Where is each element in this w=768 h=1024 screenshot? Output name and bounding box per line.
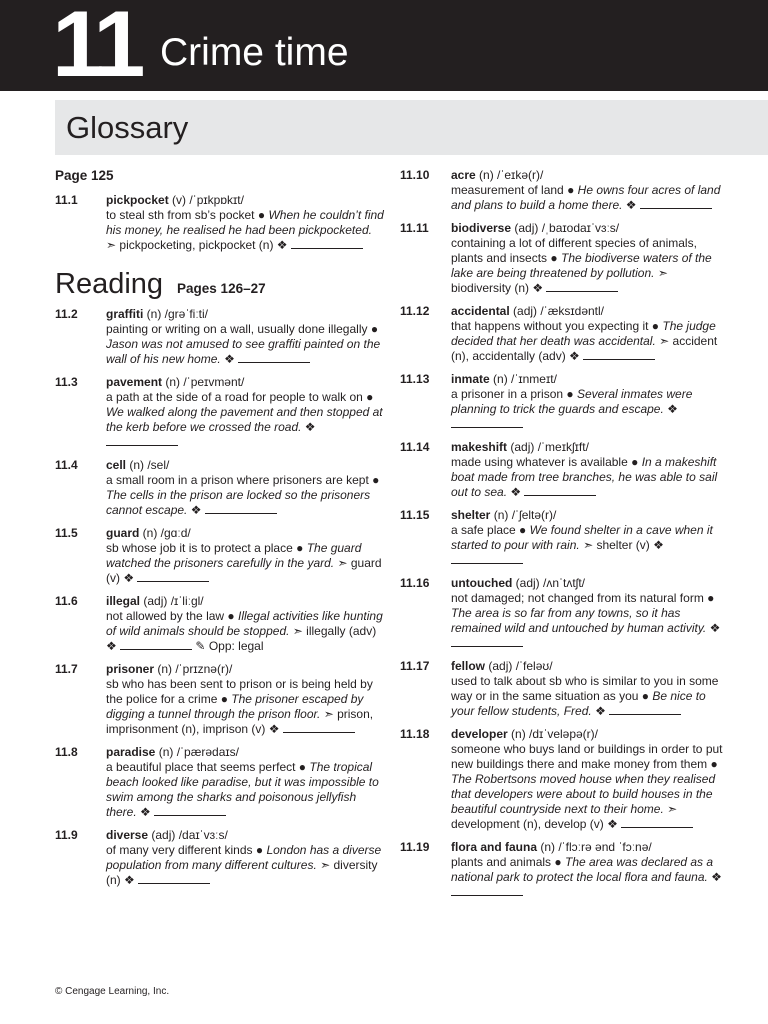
- example-sentence: The cells in the prison are locked so the prisoners cannot escape.: [106, 488, 371, 517]
- headword: accidental: [451, 304, 510, 318]
- headword: makeshift: [451, 440, 508, 454]
- glossary-entry: [400, 168, 725, 213]
- glossary-entry: [400, 727, 725, 832]
- related-forms: ➣ guard (v) ❖: [106, 556, 382, 585]
- entry-body: [451, 508, 725, 568]
- unit-header: [0, 0, 768, 96]
- translation-blank: [291, 238, 363, 249]
- entry-number: 11.13: [400, 372, 430, 386]
- headword: illegal: [106, 594, 141, 608]
- definition: sb who has been sent to prison or is being held by the police for a crime ●: [106, 677, 373, 706]
- definition: not allowed by the law ●: [106, 609, 238, 623]
- related-forms: ➣ development (n), develop (v) ❖: [451, 802, 678, 831]
- headword: flora and fauna: [451, 840, 538, 854]
- entry-number: 11.12: [400, 304, 430, 318]
- headword: acre: [451, 168, 476, 182]
- part-of-speech-pronunciation: (n) /sel/: [126, 458, 170, 472]
- entry-body: [451, 221, 725, 296]
- headword: guard: [106, 526, 140, 540]
- example-sentence: The area was declared as a national park to protect the local flora and fauna.: [451, 855, 714, 884]
- entry-number: 11.11: [400, 221, 429, 235]
- entry-number: 11.10: [400, 168, 430, 182]
- part-of-speech-pronunciation: (adj) /ˈfeləʊ/: [485, 659, 553, 673]
- example-sentence: The biodiverse waters of the lake are being threatened by pollution.: [451, 251, 712, 280]
- entry-number: 11.18: [400, 727, 430, 741]
- part-of-speech-pronunciation: (n) /ˈʃeltə(r)/: [490, 508, 557, 522]
- unit-number: 11: [52, 0, 140, 96]
- part-of-speech-pronunciation: (n) /dɪˈveləpə(r)/: [507, 727, 598, 741]
- example-sentence: We found shelter in a cave when it started to pour with rain.: [451, 523, 713, 552]
- glossary-entry: [55, 307, 385, 367]
- related-forms: ➣ accident (n), accidentally (adv) ❖: [451, 334, 718, 363]
- entry-body: [451, 659, 725, 719]
- example-sentence: London has a diverse population from many different cultures.: [106, 843, 382, 872]
- related-forms: ➣ illegally (adv) ❖: [106, 624, 377, 653]
- related-forms: ❖: [663, 402, 678, 416]
- related-forms: ❖: [706, 621, 721, 635]
- right-column: [400, 168, 725, 908]
- translation-blank: [524, 485, 596, 496]
- part-of-speech-pronunciation: (adj) /ˌbaɪodaɪˈvɜːs/: [511, 221, 620, 235]
- headword: shelter: [451, 508, 491, 522]
- entry-body: [106, 375, 385, 450]
- entry-body: [106, 662, 385, 737]
- headword: fellow: [451, 659, 486, 673]
- glossary-entry: [55, 375, 385, 450]
- translation-blank: [154, 805, 226, 816]
- example-sentence: Several inmates were planning to trick the guards and escape.: [451, 387, 693, 416]
- translation-blank: [205, 503, 277, 514]
- example-sentence: The judge decided that her death was accidental.: [451, 319, 716, 348]
- headword: untouched: [451, 576, 513, 590]
- translation-blank: [451, 885, 523, 896]
- part-of-speech-pronunciation: (n) /ˈflɔːrə ənd ˈfɔːnə/: [537, 840, 652, 854]
- translation-blank: [283, 722, 355, 733]
- example-sentence: Jason was not amused to see graffiti painted on the wall of his new home.: [106, 337, 381, 366]
- glossary-entry: [55, 594, 385, 654]
- related-forms: ❖: [301, 420, 316, 434]
- definition: of many very different kinds ●: [106, 843, 267, 857]
- entry-number: 11.6: [55, 594, 78, 608]
- glossary-title: Glossary: [66, 110, 189, 145]
- entry-body: [106, 458, 385, 518]
- entry-list-left: [55, 307, 385, 888]
- definition: to steal sth from sb’s pocket ●: [106, 208, 269, 222]
- entry-body: [106, 193, 385, 253]
- part-of-speech-pronunciation: (n) /ɡɑːd/: [139, 526, 191, 540]
- entry-list-top: [55, 193, 385, 253]
- entry-number: 11.3: [55, 375, 78, 389]
- part-of-speech-pronunciation: (v) /ˈpɪkpɒkɪt/: [168, 193, 244, 207]
- part-of-speech-pronunciation: (adj) /ʌnˈtʌtʃt/: [512, 576, 586, 590]
- glossary-entry: [55, 662, 385, 737]
- headword: inmate: [451, 372, 490, 386]
- entry-body: [451, 168, 725, 213]
- entry-body: [106, 307, 385, 367]
- related-forms: ❖: [220, 352, 239, 366]
- entry-body: [106, 745, 385, 820]
- entry-list-right: [400, 168, 725, 900]
- translation-blank: [621, 817, 693, 828]
- copyright-footer: © Cengage Learning, Inc.: [55, 986, 170, 997]
- entry-body: [451, 304, 725, 364]
- translation-blank: [451, 417, 523, 428]
- definition: containing a lot of different species of animals, plants and insects ●: [451, 236, 697, 265]
- glossary-entry: [400, 372, 725, 432]
- entry-number: 11.2: [55, 307, 78, 321]
- glossary-entry: [400, 508, 725, 568]
- translation-blank: [138, 873, 210, 884]
- entry-number: 11.1: [55, 193, 78, 207]
- translation-blank: [640, 198, 712, 209]
- example-sentence: When he couldn’t find his money, he realised he had been pickpocketed.: [106, 208, 384, 237]
- part-of-speech-pronunciation: (adj) /ˈæksɪdəntl/: [509, 304, 605, 318]
- headword: biodiverse: [451, 221, 512, 235]
- entry-body: [106, 828, 385, 888]
- translation-blank: [609, 704, 681, 715]
- example-sentence: Illegal activities like hunting of wild animals should be stopped.: [106, 609, 383, 638]
- example-sentence: The guard watched the prisoners carefully in the yard.: [106, 541, 362, 570]
- entry-number: 11.19: [400, 840, 430, 854]
- definition: a prisoner in a prison ●: [451, 387, 577, 401]
- entry-number: 11.17: [400, 659, 430, 673]
- example-sentence: The Robertsons moved house when they realised that developers were about to build houses in the beautiful countryside next to their home.: [451, 772, 716, 816]
- definition: painting or writing on a wall, usually done illegally ●: [106, 322, 379, 336]
- page-ref: Page 125: [55, 168, 114, 183]
- glossary-entry: [400, 221, 725, 296]
- glossary-entry: [400, 840, 725, 900]
- headword: pavement: [106, 375, 163, 389]
- related-forms: ➣ biodiversity (n) ❖: [451, 266, 668, 295]
- entry-number: 11.5: [55, 526, 78, 540]
- headword: paradise: [106, 745, 156, 759]
- related-forms: ❖: [187, 503, 205, 517]
- entry-body: [451, 840, 725, 900]
- part-of-speech-pronunciation: (n) /ɡrəˈfiːti/: [143, 307, 209, 321]
- definition: a safe place ●: [451, 523, 530, 537]
- glossary-entry: [55, 458, 385, 518]
- entry-body: [106, 594, 385, 654]
- definition: used to talk about sb who is similar to you in some way or in the same situation as you ●: [451, 674, 719, 703]
- example-sentence: In a makeshift boat made from tree branches, he was able to sail out to sea.: [451, 455, 718, 499]
- definition: sb whose job it is to protect a place ●: [106, 541, 307, 555]
- example-sentence: The tropical beach looked like paradise, but it was impossible to swim among the sharks and poisonous jellyfish there.: [106, 760, 379, 819]
- translation-blank: [451, 636, 523, 647]
- part-of-speech-pronunciation: (adj) /ɪˈliːɡl/: [140, 594, 204, 608]
- related-forms: ➣ diversity (n) ❖: [106, 858, 378, 887]
- part-of-speech-pronunciation: (n) /ˈpærədaɪs/: [155, 745, 239, 759]
- glossary-entry: [55, 828, 385, 888]
- glossary-entry: [400, 576, 725, 651]
- translation-blank: [120, 639, 192, 650]
- related-forms: ❖: [622, 198, 640, 212]
- related-forms: ❖: [136, 805, 155, 819]
- entry-number: 11.14: [400, 440, 430, 454]
- entry-body: [451, 576, 725, 651]
- related-forms: ❖: [707, 870, 722, 884]
- related-forms: ❖: [507, 485, 525, 499]
- example-sentence: He owns four acres of land and plans to build a home there.: [451, 183, 721, 212]
- related-forms: ➣ pickpocketing, pickpocket (n) ❖: [106, 238, 291, 252]
- part-of-speech-pronunciation: (n) /ˈeɪkə(r)/: [475, 168, 544, 182]
- translation-blank: [451, 553, 523, 564]
- definition: made using whatever is available ●: [451, 455, 642, 469]
- example-sentence: The prisoner escaped by digging a tunnel through the prison floor.: [106, 692, 364, 721]
- part-of-speech-pronunciation: (n) /ˈɪnmeɪt/: [489, 372, 557, 386]
- entry-body: [451, 727, 725, 832]
- related-forms: ❖: [591, 704, 610, 718]
- definition: a path at the side of a road for people to walk on ●: [106, 390, 374, 404]
- glossary-entry: [400, 304, 725, 364]
- unit-title: Crime time: [160, 31, 349, 74]
- translation-blank: [106, 435, 178, 446]
- translation-blank: [546, 281, 618, 292]
- left-column: [55, 168, 385, 896]
- definition: that happens without you expecting it ●: [451, 319, 663, 333]
- part-of-speech-pronunciation: (n) /ˈpeɪvmənt/: [162, 375, 245, 389]
- translation-blank: [583, 349, 655, 360]
- part-of-speech-pronunciation: (adj) /daɪˈvɜːs/: [148, 828, 228, 842]
- example-sentence: The area is so far from any towns, so it has remained wild and untouched by human activity.: [451, 606, 707, 635]
- glossary-band: [55, 100, 768, 155]
- translation-blank: [137, 571, 209, 582]
- headword: prisoner: [106, 662, 155, 676]
- entry-number: 11.16: [400, 576, 430, 590]
- entry-number: 11.8: [55, 745, 78, 759]
- headword: developer: [451, 727, 508, 741]
- glossary-entry: [400, 659, 725, 719]
- definition: not damaged; not changed from its natural form ●: [451, 591, 715, 605]
- example-sentence: We walked along the pavement and then stopped at the kerb before we crossed the road.: [106, 405, 383, 434]
- opposite-note: ✎ Opp: legal: [192, 639, 264, 653]
- entry-body: [451, 440, 725, 500]
- headword: cell: [106, 458, 127, 472]
- glossary-entry: [55, 745, 385, 820]
- entry-number: 11.15: [400, 508, 430, 522]
- glossary-entry: [55, 526, 385, 586]
- headword: graffiti: [106, 307, 144, 321]
- part-of-speech-pronunciation: (adj) /ˈmeɪkʃɪft/: [507, 440, 589, 454]
- example-sentence: Be nice to your fellow students, Fred.: [451, 689, 706, 718]
- definition: someone who buys land or buildings in order to put new buildings there and make money from them ●: [451, 742, 723, 771]
- headword: pickpocket: [106, 193, 169, 207]
- entry-number: 11.7: [55, 662, 78, 676]
- definition: measurement of land ●: [451, 183, 578, 197]
- section-pages: Pages 126–27: [177, 281, 266, 296]
- definition: plants and animals ●: [451, 855, 565, 869]
- headword: diverse: [106, 828, 149, 842]
- glossary-entry: [400, 440, 725, 500]
- entry-number: 11.9: [55, 828, 78, 842]
- related-forms: ➣ prison, imprisonment (n), imprison (v) ❖: [106, 707, 374, 736]
- entry-body: [451, 372, 725, 432]
- glossary-entry: [55, 193, 385, 253]
- definition: a small room in a prison where prisoners are kept ●: [106, 473, 380, 487]
- section-heading: [55, 267, 385, 301]
- entry-number: 11.4: [55, 458, 78, 472]
- section-title: Reading: [55, 268, 164, 300]
- related-forms: ➣ shelter (v) ❖: [579, 538, 664, 552]
- definition: a beautiful place that seems perfect ●: [106, 760, 310, 774]
- entry-body: [106, 526, 385, 586]
- part-of-speech-pronunciation: (n) /ˈprɪznə(r)/: [154, 662, 233, 676]
- translation-blank: [238, 352, 310, 363]
